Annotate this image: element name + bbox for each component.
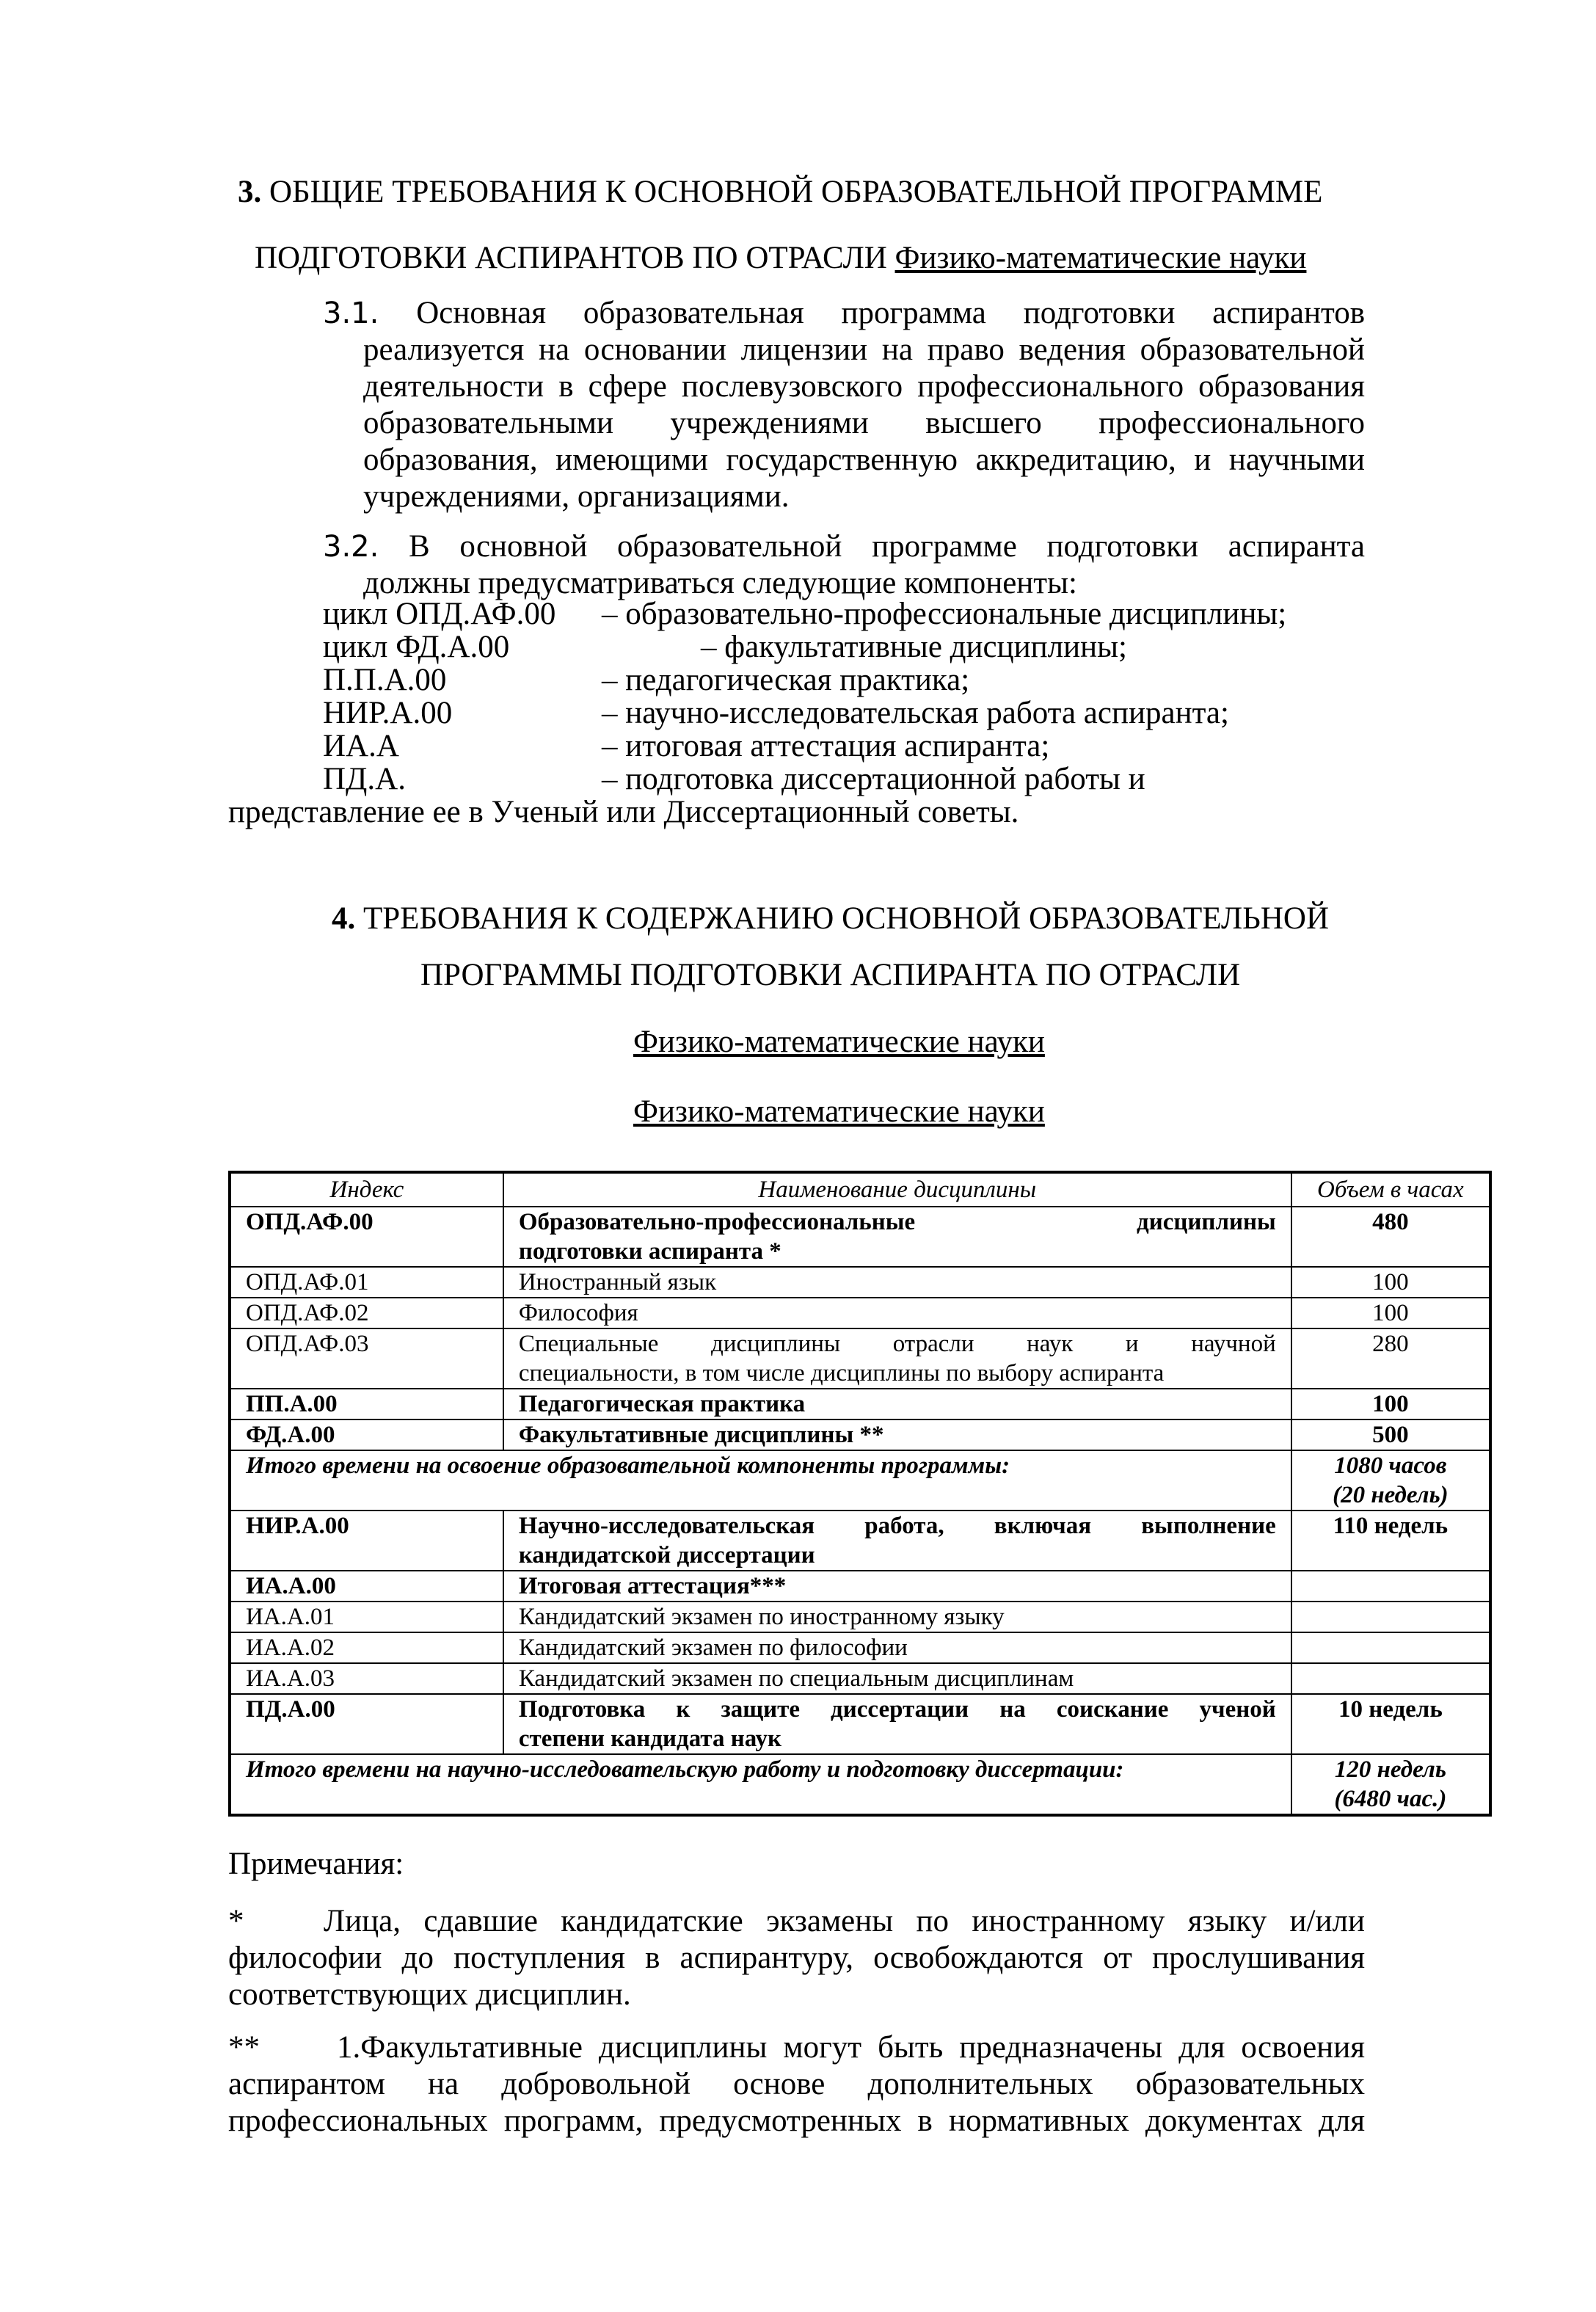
p32-line-2: должны предусматриваться следующие компоненты: (363, 566, 1077, 600)
total-hours-line1: 120 недель (1334, 1756, 1446, 1783)
row-index: ИА.А.03 (230, 1663, 503, 1694)
note-1 (228, 1903, 1365, 2013)
row-name: Иностранный язык (503, 1267, 1291, 1298)
row-hours: 500 (1291, 1419, 1490, 1450)
row-name: Итоговая аттестация*** (503, 1571, 1291, 1602)
component-desc-5: – итоговая аттестация аспиранта; (602, 729, 1050, 763)
p31-line-3: деятельности в сфере послевузовского профессионального образования (363, 369, 1365, 404)
p32-line-1 (323, 528, 1365, 565)
component-code-5: ИА.А (323, 729, 399, 763)
row-name (503, 1694, 1291, 1754)
table-row (230, 1267, 1490, 1298)
row-hours: 10 недель (1291, 1694, 1490, 1754)
note-1-text-1: Лица, сдавшие кандидатские экзамены по иностранному языку и/или (324, 1904, 1365, 1938)
row-index: ПП.А.00 (230, 1389, 503, 1419)
row-name-line1: Научно-исследовательская работа, включая выполнение (518, 1513, 1276, 1539)
note-2 (228, 2029, 1365, 2140)
table-row (230, 1511, 1490, 1571)
row-index: ИА.А.01 (230, 1602, 503, 1632)
row-hours (1291, 1602, 1490, 1632)
component-code-6: ПД.А. (323, 762, 406, 796)
note-2-line-1 (228, 2029, 1365, 2066)
note-1-line-1 (228, 1903, 1365, 1940)
section-3-heading-line1 (238, 174, 1322, 210)
row-hours (1291, 1632, 1490, 1663)
paragraph-3-1 (323, 295, 1365, 515)
p31-line-6: учреждениями, организациями. (363, 479, 790, 514)
section-3-title-line2: ПОДГОТОВКИ АСПИРАНТОВ ПО ОТРАСЛИ (255, 241, 887, 275)
row-index: ИА.А.02 (230, 1632, 503, 1663)
component-desc-6: – подготовка диссертационной работы и (602, 762, 1145, 796)
p31-line-4: образовательными учреждениями высшего профессионального (363, 406, 1365, 440)
note-2-line-2: аспирантом на добровольной основе дополнительных образовательных (228, 2067, 1365, 2101)
table-row (230, 1419, 1490, 1450)
table-row (230, 1663, 1490, 1694)
row-hours: 100 (1291, 1389, 1490, 1419)
table-total-row (230, 1754, 1490, 1815)
row-index: ПД.А.00 (230, 1694, 503, 1754)
note-2-text-1: 1.Факультативные дисциплины могут быть предназначены для освоения (337, 2030, 1365, 2065)
table-row (230, 1632, 1490, 1663)
header-hours: Объем в часах (1291, 1172, 1490, 1207)
section-4-heading-line2: ПРОГРАММЫ ПОДГОТОВКИ АСПИРАНТА ПО ОТРАСЛИ (420, 958, 1241, 992)
table-row (230, 1602, 1490, 1632)
component-desc-4: – научно-исследовательская работа аспиранта; (602, 696, 1229, 730)
note-2-line-3: профессиональных программ, предусмотренных в нормативных документах для (228, 2104, 1365, 2138)
section-4-field-2: Физико-математические науки (633, 1094, 1045, 1129)
component-code-3: П.П.А.00 (323, 663, 447, 697)
p31-line-5: образования, имеющими государственную аккредитацию, и научными (363, 443, 1365, 477)
component-desc-2: – факультативные дисциплины; (701, 630, 1127, 664)
total-hours-line2: (6480 час.) (1334, 1786, 1447, 1812)
section-4-title-line1: ТРЕБОВАНИЯ К СОДЕРЖАНИЮ ОСНОВНОЙ ОБРАЗОВАТЕЛЬНОЙ (363, 901, 1330, 936)
header-name: Наименование дисциплины (503, 1172, 1291, 1207)
row-hours: 280 (1291, 1328, 1490, 1389)
row-name-line2: степени кандидата наук (518, 1726, 782, 1752)
row-name-line1: Подготовка к защите диссертации на соискание ученой (518, 1696, 1276, 1723)
p32-number: 3.2. (323, 530, 379, 564)
component-code-4: НИР.А.00 (323, 696, 453, 730)
table-row (230, 1298, 1490, 1328)
row-index: ОПД.АФ.03 (230, 1328, 503, 1389)
paragraph-3-2 (323, 528, 1365, 602)
table-row (230, 1389, 1490, 1419)
component-desc-1: – образовательно-профессиональные дисциплины; (602, 597, 1287, 631)
row-name: Кандидатский экзамен по специальным дисциплинам (503, 1663, 1291, 1694)
section-4-heading-line1 (332, 901, 1329, 937)
row-index: ИА.А.00 (230, 1571, 503, 1602)
total-hours-line2: (20 недель) (1333, 1482, 1449, 1508)
row-index: ФД.А.00 (230, 1419, 503, 1450)
component-code-1: цикл ОПД.АФ.00 (323, 597, 556, 631)
row-name: Кандидатский экзамен по философии (503, 1632, 1291, 1663)
row-index: ОПД.АФ.00 (230, 1207, 503, 1267)
table-row (230, 1571, 1490, 1602)
table-row (230, 1207, 1490, 1267)
row-index: ОПД.АФ.01 (230, 1267, 503, 1298)
notes-title: Примечания: (228, 1847, 404, 1881)
curriculum-table (228, 1171, 1492, 1817)
note-1-line-2: философии до поступления в аспирантуру, освобождаются от прослушивания (228, 1941, 1365, 1975)
note-1-line-3: соответствующих дисциплин. (228, 1977, 631, 2012)
p31-number: 3.1. (323, 297, 379, 330)
row-name-line2: кандидатской диссертации (518, 1542, 815, 1568)
row-hours: 100 (1291, 1267, 1490, 1298)
row-name-line2: подготовки аспиранта * (518, 1238, 781, 1265)
total-hours (1291, 1754, 1490, 1815)
row-name: Факультативные дисциплины ** (503, 1419, 1291, 1450)
table-row (230, 1328, 1490, 1389)
row-index: НИР.А.00 (230, 1511, 503, 1571)
table-row (230, 1694, 1490, 1754)
row-index: ОПД.АФ.02 (230, 1298, 503, 1328)
row-hours: 110 недель (1291, 1511, 1490, 1571)
row-name (503, 1207, 1291, 1267)
row-hours: 100 (1291, 1298, 1490, 1328)
total-hours (1291, 1450, 1490, 1511)
note-2-mark: ** (228, 2030, 260, 2065)
row-hours: 480 (1291, 1207, 1490, 1267)
component-code-2: цикл ФД.А.00 (323, 630, 510, 664)
row-hours (1291, 1663, 1490, 1694)
row-name-line1: Образовательно-профессиональные дисциплины (518, 1209, 1276, 1235)
total-label: Итого времени на освоение образовательной компоненты программы: (230, 1450, 1291, 1511)
note-1-mark: * (228, 1904, 244, 1938)
component-desc-3: – педагогическая практика; (602, 663, 970, 697)
row-hours (1291, 1571, 1490, 1602)
row-name-line1: Специальные дисциплины отрасли наук и научной (518, 1331, 1276, 1357)
row-name: Педагогическая практика (503, 1389, 1291, 1419)
table-total-row (230, 1450, 1490, 1511)
section-4-field-1: Физико-математические науки (633, 1025, 1045, 1059)
row-name (503, 1328, 1291, 1389)
row-name (503, 1511, 1291, 1571)
components-tail: представление ее в Ученый или Диссертационный советы. (228, 795, 1019, 829)
row-name-line2: специальности, в том числе дисциплины по выбору аспиранта (518, 1360, 1165, 1386)
table-header-row (230, 1172, 1490, 1207)
section-3-heading-line2 (255, 240, 1306, 276)
header-index: Индекс (230, 1172, 503, 1207)
p31-line-1 (323, 295, 1365, 332)
p32-text-1: В основной образовательной программе подготовки аспиранта (409, 529, 1365, 564)
total-label: Итого времени на научно-исследовательскую работу и подготовку диссертации: (230, 1754, 1291, 1815)
section-3-field: Физико-математические науки (894, 241, 1307, 275)
row-name: Кандидатский экзамен по иностранному языку (503, 1602, 1291, 1632)
row-name: Философия (503, 1298, 1291, 1328)
p31-line-2: реализуется на основании лицензии на право ведения образовательной (363, 332, 1365, 367)
section-4-number: 4. (332, 901, 356, 936)
section-3-number: 3. (238, 175, 262, 209)
section-3-title-line1: ОБЩИЕ ТРЕБОВАНИЯ К ОСНОВНОЙ ОБРАЗОВАТЕЛЬНОЙ ПРОГРАММЕ (269, 175, 1323, 209)
p31-text-1: Основная образовательная программа подготовки аспирантов (416, 296, 1366, 330)
total-hours-line1: 1080 часов (1334, 1453, 1447, 1479)
